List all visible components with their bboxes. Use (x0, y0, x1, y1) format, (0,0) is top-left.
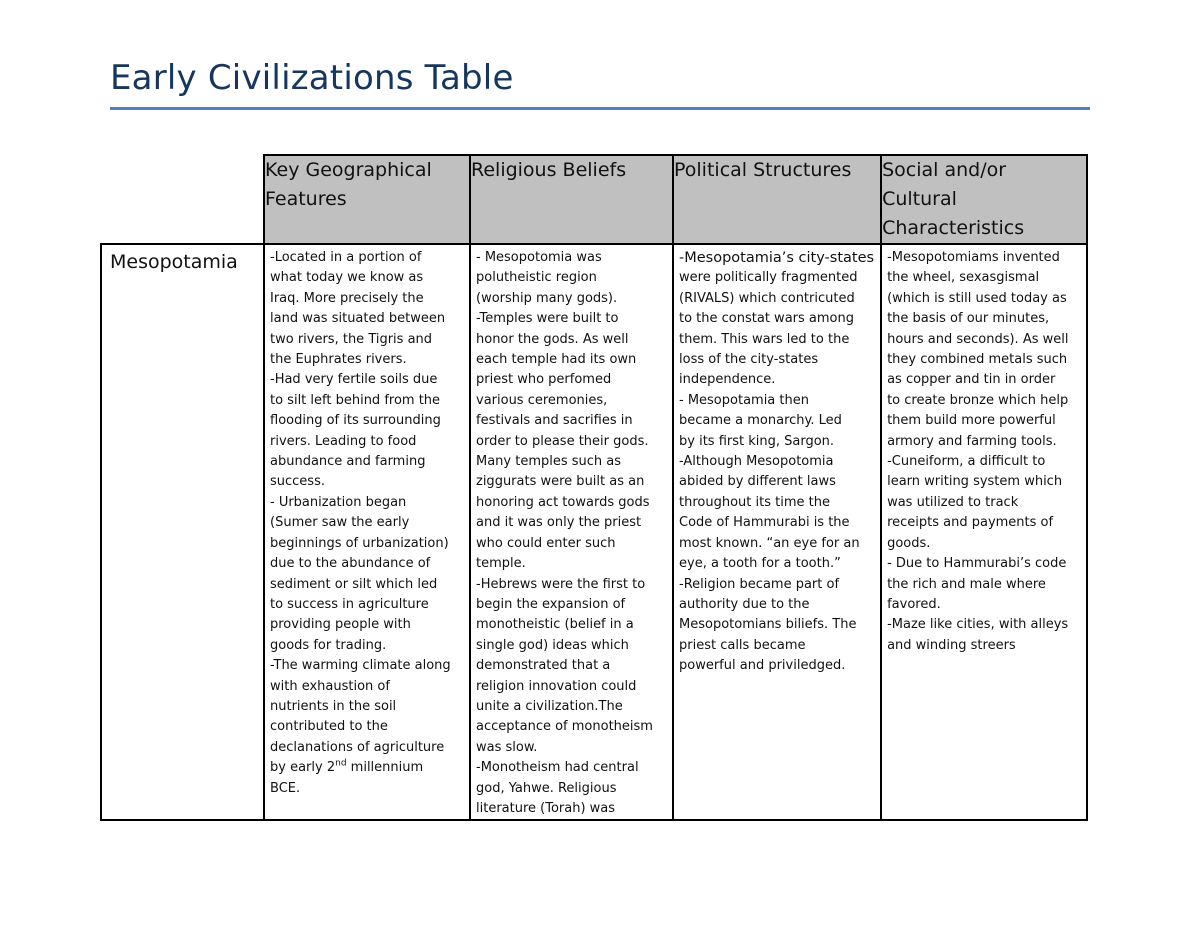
text-line: rivers. Leading to food (270, 433, 417, 449)
text-line: -The warming climate along (270, 658, 451, 674)
text-line: acceptance of monotheism (476, 719, 653, 735)
text-line: to create bronze which help (887, 392, 1069, 408)
text-line: nutrients in the soil (270, 698, 397, 714)
text-line: -Maze like cities, with alleys (887, 617, 1069, 633)
text-line: to silt left behind from the (270, 392, 441, 408)
text-line: BCE. (270, 780, 301, 796)
text-line: -Cuneiform, a difficult to (887, 454, 1046, 470)
text-line: Code of Hammurabi is the (679, 515, 850, 531)
text-line (270, 758, 463, 778)
text-line: authority due to the (679, 596, 810, 612)
title-underline (110, 107, 1090, 110)
text-line: sediment or silt which led (270, 576, 438, 592)
text-line: (which is still used today as (887, 290, 1067, 306)
text-line: ziggurats were built as an (476, 474, 645, 490)
table-row (101, 244, 1087, 820)
text-line: declanations of agriculture (270, 739, 445, 755)
text-fragment: by early 2 (270, 760, 336, 776)
text-line: abided by different laws (679, 474, 836, 490)
text-line: with exhaustion of (270, 678, 390, 694)
text-line: single god) ideas which (476, 637, 629, 653)
text-line: priest who perfomed (476, 372, 612, 388)
text-line: demonstrated that a (476, 658, 611, 674)
text-line: who could enter such (476, 535, 616, 551)
text-line: armory and farming tools. (887, 433, 1057, 449)
text-line: the basis of our minutes, (887, 311, 1050, 327)
text-line: to success in agriculture (270, 596, 429, 612)
text-line: - Mesopotamia then (679, 392, 809, 408)
cell-social (881, 244, 1087, 820)
text-line: temple. (476, 556, 526, 572)
text-line: each temple had its own (476, 352, 637, 368)
text-line: god, Yahwe. Religious (476, 780, 617, 796)
text-line: monotheistic (belief in a (476, 617, 634, 633)
row-label-mesopotamia: Mesopotamia (101, 244, 264, 820)
text-line: - Mesopotomia was (476, 250, 602, 265)
page-title: Early Civilizations Table (110, 58, 514, 98)
text-line: and winding streers (887, 637, 1016, 653)
text-line: favored. (887, 596, 941, 612)
text-line: religion innovation could (476, 678, 637, 694)
text-line: throughout its time the (679, 494, 830, 510)
header-geography: Key Geographical Features (264, 155, 470, 244)
text-line: priest calls became (679, 637, 806, 653)
text-line: them. This wars led to the (679, 331, 850, 347)
text-line: learn writing system which (887, 474, 1063, 490)
text-line: contributed to the (270, 719, 388, 735)
text-line: eye, a tooth for a tooth.” (679, 556, 841, 572)
text-line: (worship many gods). (476, 290, 618, 306)
text-line: them build more powerful (887, 413, 1056, 429)
text-line: begin the expansion of (476, 596, 626, 612)
text-line: honoring act towards gods (476, 494, 650, 510)
text-line: were politically fragmented (679, 270, 858, 286)
text-line: to the constat wars among (679, 311, 854, 327)
text-line: the wheel, sexasgismal (887, 270, 1040, 286)
text-line: unite a civilization.The (476, 698, 623, 714)
text-line: -Religion became part of (679, 576, 840, 592)
text-line: literature (Torah) was (476, 800, 616, 816)
text-line: order to please their gods. (476, 433, 649, 449)
text-line: polutheistic region (476, 270, 597, 286)
text-line: -Had very fertile soils due (270, 372, 438, 388)
text-line: (Sumer saw the early (270, 515, 410, 531)
text-line: and it was only the priest (476, 515, 642, 531)
cell-geography (264, 244, 470, 820)
superscript: nd (335, 758, 347, 769)
text-line: - Due to Hammurabi’s code (887, 556, 1067, 572)
text-fragment: millennium (346, 760, 424, 776)
text-line: due to the abundance of (270, 556, 431, 572)
text-line: goods. (887, 535, 931, 551)
text-line: -Mesopotomiams invented (887, 250, 1060, 265)
text-line: they combined metals such (887, 352, 1068, 368)
text-line: Mesopotomians biliefs. The (679, 617, 857, 633)
text-line: Iraq. More precisely the (270, 290, 424, 306)
text-line: -Mesopotamia’s city-states (679, 250, 875, 266)
text-line: -Located in a portion of (270, 250, 422, 265)
text-line: what today we know as (270, 270, 424, 286)
text-line: abundance and farming (270, 454, 426, 470)
text-line: powerful and priviledged. (679, 658, 846, 674)
text-line: providing people with (270, 617, 411, 633)
cell-political (673, 244, 881, 820)
text-line: -Monotheism had central (476, 760, 639, 776)
text-line: was utilized to track (887, 494, 1019, 510)
table-header-row (101, 155, 1087, 244)
text-line: most known. “an eye for an (679, 535, 860, 551)
text-line: two rivers, the Tigris and (270, 331, 433, 347)
text-line: was slow. (476, 739, 538, 755)
text-line: festivals and sacrifies in (476, 413, 633, 429)
text-line: various ceremonies, (476, 392, 608, 408)
header-religion: Religious Beliefs (470, 155, 673, 244)
text-line: by its first king, Sargon. (679, 433, 835, 449)
text-line: goods for trading. (270, 637, 387, 653)
text-line: -Temples were built to (476, 311, 619, 327)
civilizations-table (100, 154, 1088, 821)
text-line: -Hebrews were the first to (476, 576, 646, 592)
text-line: loss of the city-states (679, 352, 819, 368)
text-line: the rich and male where (887, 576, 1046, 592)
text-line: became a monarchy. Led (679, 413, 842, 429)
text-line: (RIVALS) which contricuted (679, 290, 855, 306)
text-line: receipts and payments of (887, 515, 1054, 531)
text-line: -Although Mesopotomia (679, 454, 834, 470)
cell-religion (470, 244, 673, 820)
header-political: Political Structures (673, 155, 881, 244)
text-line: success. (270, 474, 325, 490)
text-line: - Urbanization began (270, 494, 407, 510)
text-line: independence. (679, 372, 776, 388)
text-line: flooding of its surrounding (270, 413, 441, 429)
header-social: Social and/or Cultural Characteristics (881, 155, 1087, 244)
text-line: honor the gods. As well (476, 331, 629, 347)
text-line: hours and seconds). As well (887, 331, 1069, 347)
text-line: beginnings of urbanization) (270, 535, 449, 551)
text-line: the Euphrates rivers. (270, 352, 407, 368)
text-line: Many temples such as (476, 454, 622, 470)
header-corner-cell (101, 155, 264, 244)
text-line: land was situated between (270, 311, 446, 327)
text-line: as copper and tin in order (887, 372, 1056, 388)
